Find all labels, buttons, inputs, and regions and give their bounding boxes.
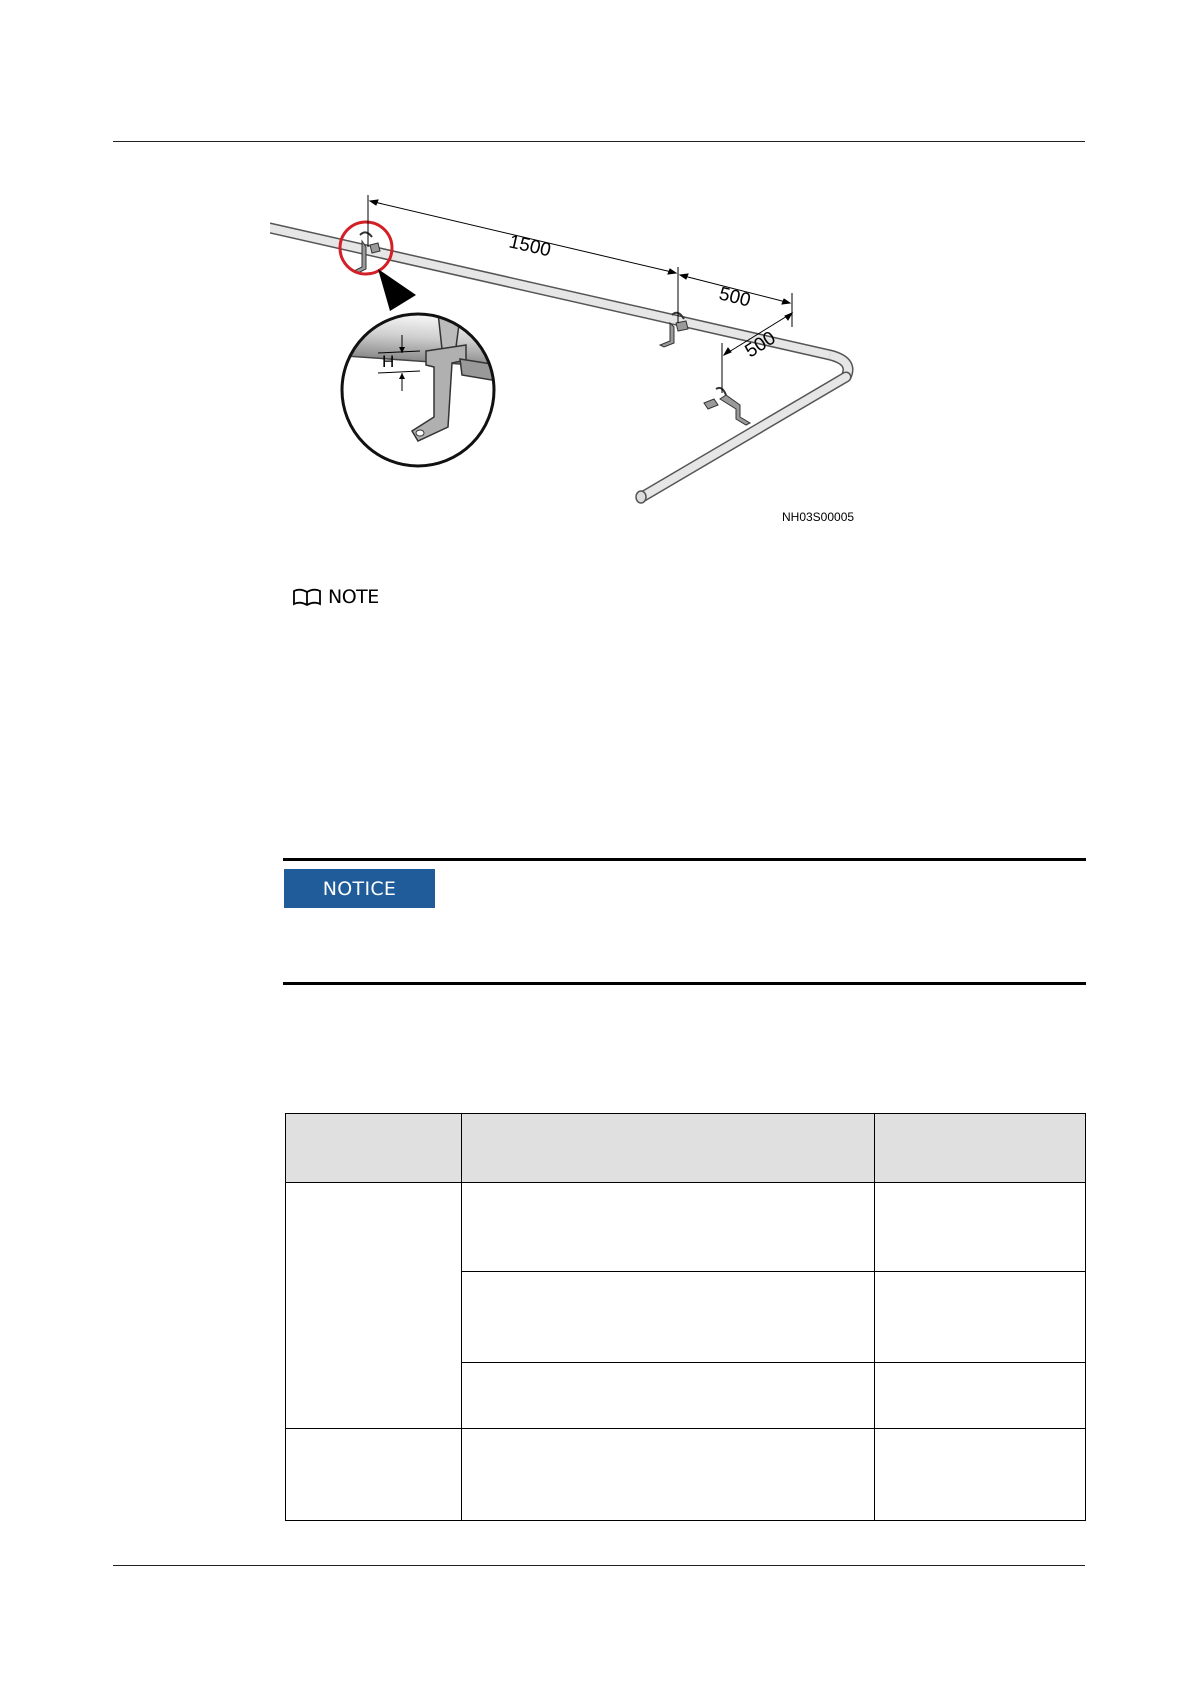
table-header-cell [286,1114,462,1183]
header-rule [113,141,1085,142]
table-row [286,1183,1086,1272]
table-cell [875,1362,1086,1428]
table-header-cell [875,1114,1086,1183]
callout-arrow [378,269,416,311]
detail-view [328,307,531,466]
spec-table [285,1113,1086,1521]
table-cell [875,1272,1086,1362]
table-cell [286,1183,462,1429]
book-icon [292,588,322,606]
figure-id: NH03S00005 [782,510,855,524]
notice-top-rule [283,858,1086,861]
note-heading [292,586,379,608]
note-label: NOTE [328,586,379,608]
table-cell [462,1183,875,1272]
table-cell [462,1362,875,1428]
table-cell [875,1428,1086,1520]
table-cell [286,1428,462,1520]
table-row [286,1428,1086,1520]
footer-rule [113,1565,1085,1566]
table-cell [462,1272,875,1362]
bracket [704,388,750,425]
dimension-label: 1500 [506,231,553,262]
height-label: H [382,352,395,371]
pipe-installation-figure [270,195,870,530]
dimension-label: 500 [741,327,780,363]
table-header-row [286,1114,1086,1183]
notice-bottom-rule [283,982,1086,985]
notice-badge: NOTICE [284,869,435,908]
table-cell [462,1428,875,1520]
dimension-label: 500 [716,283,753,312]
table-header-cell [462,1114,875,1183]
table-cell [875,1183,1086,1272]
